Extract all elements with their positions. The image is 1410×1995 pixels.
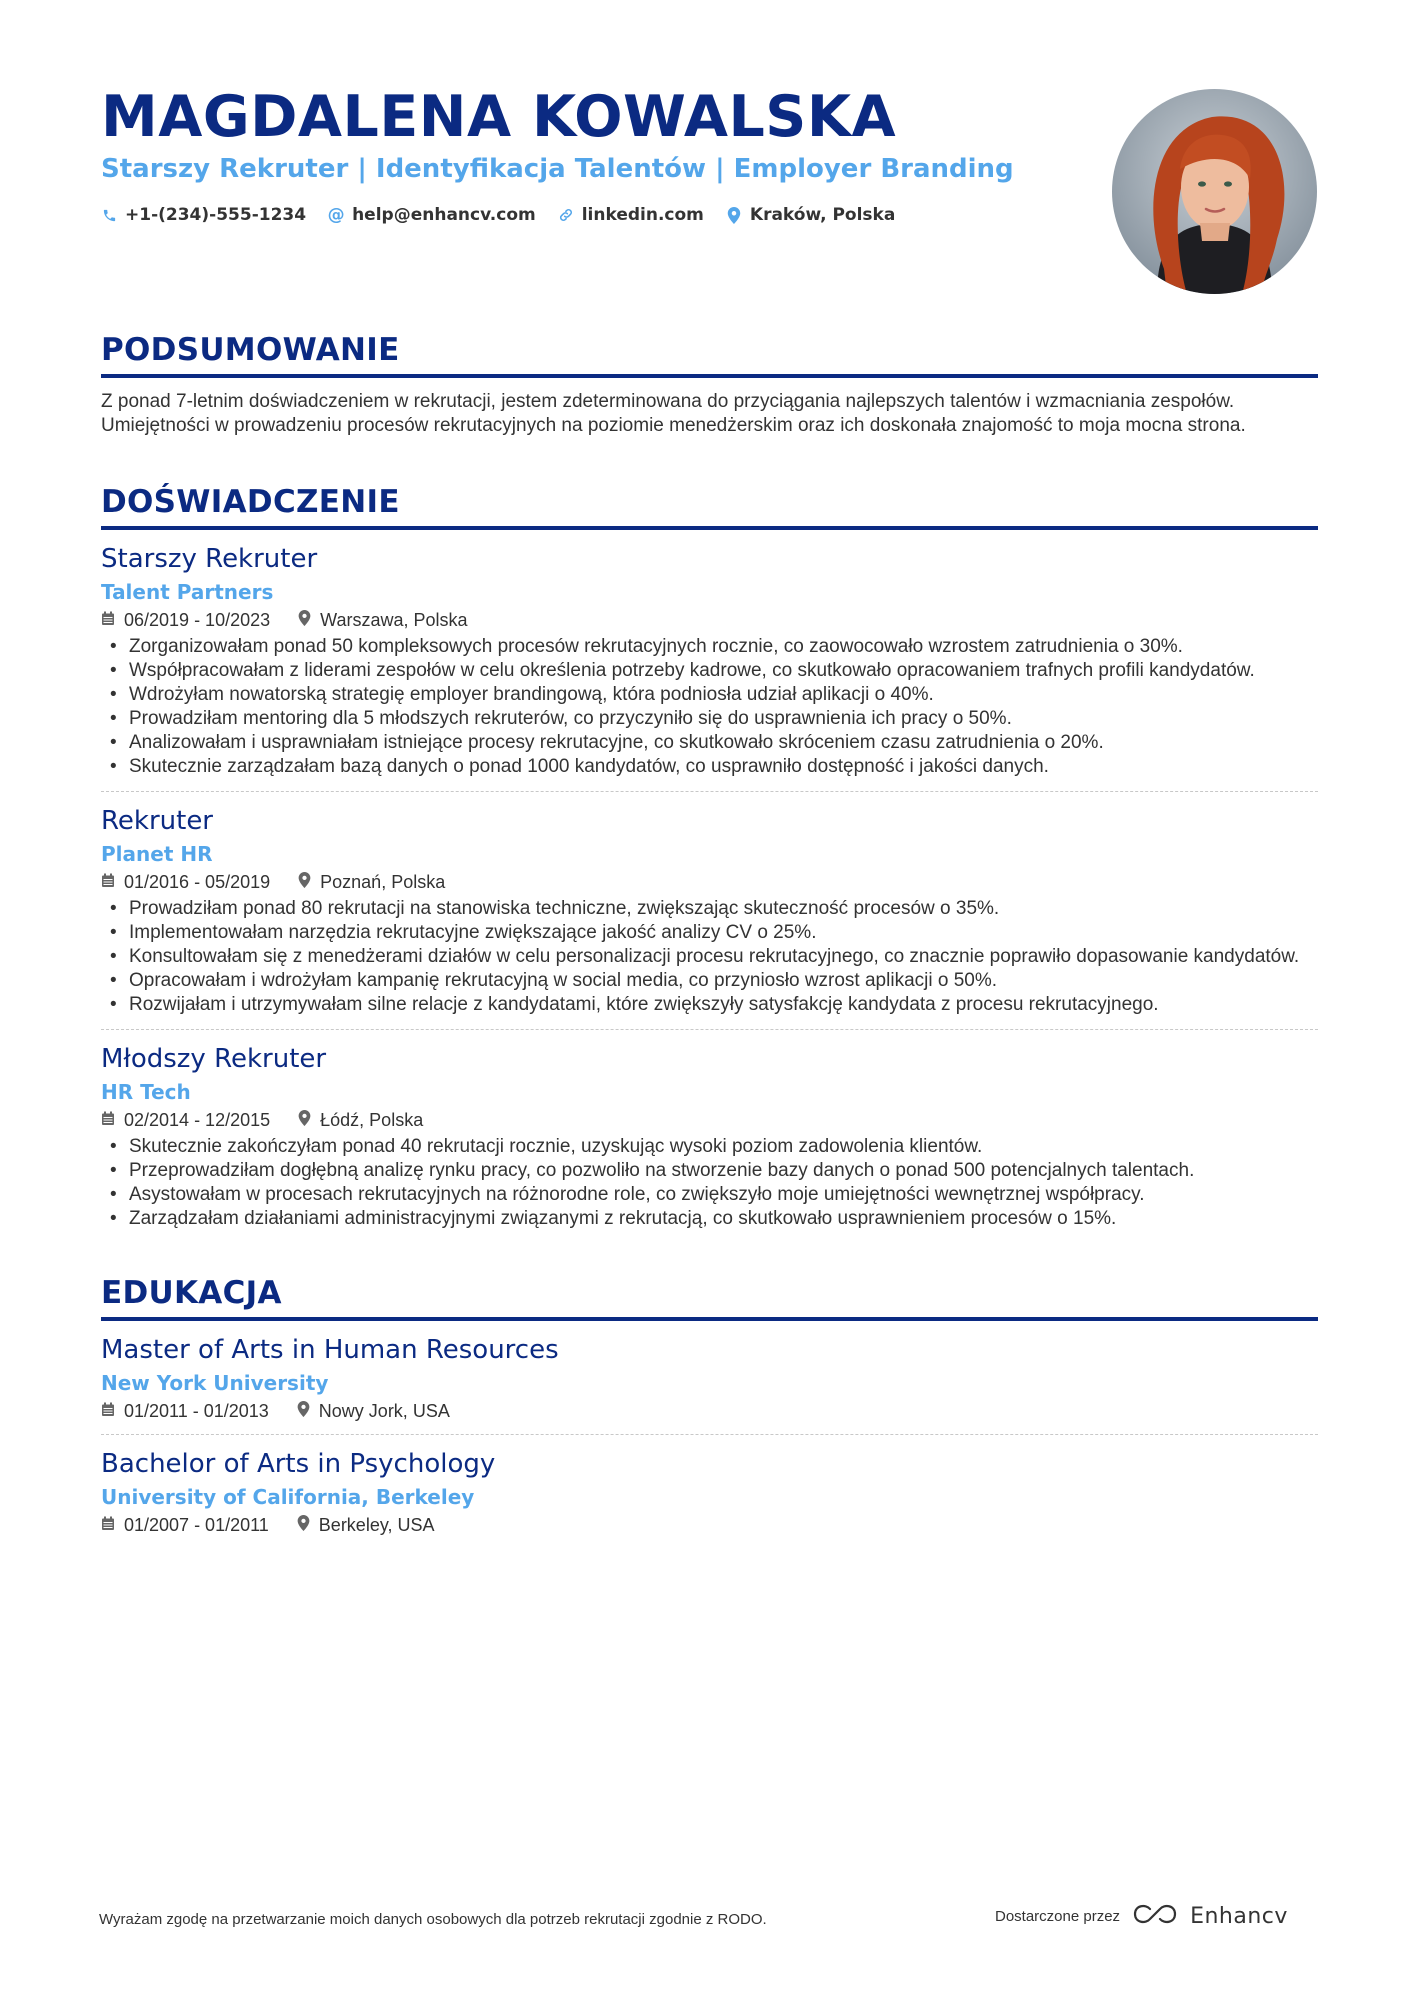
profile-photo xyxy=(1112,89,1317,294)
location-icon xyxy=(726,207,742,223)
list-item: • Rozwijałam i utrzymywałam silne relacje z kandydatami, które zwiększyły satysfakcję kandydata z procesu rekrutacyjnego. xyxy=(101,993,1318,1017)
job-dates: 01/2016 - 05/2019 xyxy=(101,872,270,893)
education-entry xyxy=(101,1449,1318,1536)
calendar-icon xyxy=(101,872,115,893)
education-location: Nowy Jork, USA xyxy=(297,1401,450,1422)
list-item: • Współpracowałam z liderami zespołów w celu określenia potrzeby kadrowe, co skutkowało opracowaniem trafnych profili kandydatów. xyxy=(101,659,1318,683)
job-title: Starszy Rekruter xyxy=(101,544,318,574)
list-item: • Zarządzałam działaniami administracyjnymi związanymi z rekrutacją, co skutkowało usprawnieniem procesów o 15%. xyxy=(101,1207,1318,1231)
contact-list xyxy=(101,205,895,225)
achievements-list xyxy=(101,1135,1318,1231)
location-icon xyxy=(297,1401,310,1422)
summary-section xyxy=(101,332,1318,438)
list-item: • Konsultowałam się z menedżerami działów w celu personalizacji procesu rekrutacyjnego, co znacznie poprawiło dopasowanie kandydatów. xyxy=(101,945,1318,969)
education-location: Berkeley, USA xyxy=(297,1515,435,1536)
job-meta xyxy=(101,610,1318,631)
job-location: Poznań, Polska xyxy=(298,872,445,893)
job-location: Łódź, Polska xyxy=(298,1110,423,1131)
section-divider xyxy=(101,526,1318,530)
achievements-list xyxy=(101,635,1318,779)
list-item: • Prowadziłam mentoring dla 5 młodszych rekruterów, co przyczyniło się do usprawnienia ich pracy o 50%. xyxy=(101,707,1318,731)
contact-location-text: Kraków, Polska xyxy=(749,205,896,225)
contact-location xyxy=(726,205,895,225)
education-dates: 01/2011 - 01/2013 xyxy=(101,1401,269,1422)
gdpr-consent: Wyrażam zgodę na przetwarzanie moich danych osobowych dla potrzeb rekrutacji zgodnie z RODO. xyxy=(99,1911,767,1928)
contact-phone[interactable] xyxy=(101,205,306,225)
at-icon: @ xyxy=(327,205,345,225)
school-name: New York University xyxy=(101,1371,329,1395)
resume-header xyxy=(101,0,1318,320)
location-icon xyxy=(297,1515,310,1536)
job-title: Młodszy Rekruter xyxy=(101,1044,327,1074)
job-location: Warszawa, Polska xyxy=(298,610,467,631)
candidate-name: MAGDALENA KOWALSKA xyxy=(101,84,897,150)
contact-email-text: help@enhancv.com xyxy=(352,205,536,225)
education-entry xyxy=(101,1335,1318,1422)
degree-title: Bachelor of Arts in Psychology xyxy=(101,1449,496,1479)
link-icon xyxy=(558,207,574,223)
entry-divider xyxy=(101,791,1318,792)
summary-text: Z ponad 7-letnim doświadczeniem w rekrutacji, jestem zdeterminowana do przyciągania najlepszych talentów i wzmacniania zespołów. Umiejętności w prowadzeniu procesów rekrutacyjnych na poziomie menedżerskim oraz ich doskonała znajomość to moja mocna strona. xyxy=(101,391,1246,436)
calendar-icon xyxy=(101,1515,115,1536)
contact-email[interactable] xyxy=(328,205,536,225)
achievements-list xyxy=(101,897,1318,1017)
list-item: • Przeprowadziłam dogłębną analizę rynku pracy, co pozwoliło na stworzenie bazy danych o ponad 500 potencjalnych talentach. xyxy=(101,1159,1318,1183)
job-title: Rekruter xyxy=(101,806,213,836)
education-section xyxy=(101,1275,1318,1536)
job-dates: 02/2014 - 12/2015 xyxy=(101,1110,270,1131)
contact-phone-text: +1-(234)-555-1234 xyxy=(125,205,307,225)
contact-linkedin[interactable] xyxy=(558,205,704,225)
phone-icon xyxy=(101,207,117,223)
section-divider xyxy=(101,374,1318,378)
enhancv-logo-icon xyxy=(1132,1903,1178,1930)
location-icon xyxy=(298,872,311,893)
entry-divider xyxy=(101,1434,1318,1435)
summary-heading: PODSUMOWANIE xyxy=(101,332,400,368)
education-meta xyxy=(101,1401,1318,1422)
calendar-icon xyxy=(101,610,115,631)
list-item: • Asystowałam w procesach rekrutacyjnych na różnorodne role, co zwiększyło moje umiejętności wewnętrznej współpracy. xyxy=(101,1183,1318,1207)
experience-entry xyxy=(101,1044,1318,1231)
education-heading: EDUKACJA xyxy=(101,1275,282,1311)
education-dates: 01/2007 - 01/2011 xyxy=(101,1515,269,1536)
list-item: • Skutecznie zarządzałam bazą danych o ponad 1000 kandydatów, co usprawniło dostępność i jakości danych. xyxy=(101,755,1318,779)
list-item: • Implementowałam narzędzia rekrutacyjne zwiększające jakość analizy CV o 25%. xyxy=(101,921,1318,945)
candidate-title: Starszy Rekruter | Identyfikacja Talentów | Employer Branding xyxy=(101,154,1014,184)
powered-by-label: Dostarczone przez xyxy=(995,1908,1121,1925)
location-icon xyxy=(298,610,311,631)
education-meta xyxy=(101,1515,1318,1536)
list-item: • Analizowałam i usprawniałam istniejące procesy rekrutacyjne, co skutkowało skróceniem czasu zatrudnienia o 20%. xyxy=(101,731,1318,755)
experience-section xyxy=(101,484,1318,1231)
list-item: • Skutecznie zakończyłam ponad 40 rekrutacji rocznie, uzyskując wysoki poziom zadowolenia klientów. xyxy=(101,1135,1318,1159)
experience-entry xyxy=(101,806,1318,1017)
company-name: Planet HR xyxy=(101,842,213,866)
powered-by[interactable] xyxy=(995,1903,1288,1930)
job-meta xyxy=(101,872,1318,893)
company-name: HR Tech xyxy=(101,1080,191,1104)
job-meta xyxy=(101,1110,1318,1131)
entry-divider xyxy=(101,1029,1318,1030)
contact-linkedin-text: linkedin.com xyxy=(581,205,704,225)
calendar-icon xyxy=(101,1401,115,1422)
calendar-icon xyxy=(101,1110,115,1131)
company-name: Talent Partners xyxy=(101,580,274,604)
resume-page xyxy=(101,0,1318,1536)
section-divider xyxy=(101,1317,1318,1321)
location-icon xyxy=(298,1110,311,1131)
degree-title: Master of Arts in Human Resources xyxy=(101,1335,559,1365)
school-name: University of California, Berkeley xyxy=(101,1485,475,1509)
experience-entry xyxy=(101,544,1318,779)
list-item: • Wdrożyłam nowatorską strategię employer brandingową, która podniosła udział aplikacji o 40%. xyxy=(101,683,1318,707)
job-dates: 06/2019 - 10/2023 xyxy=(101,610,270,631)
brand-name: Enhancv xyxy=(1190,1904,1288,1929)
experience-heading: DOŚWIADCZENIE xyxy=(101,484,400,520)
list-item: • Opracowałam i wdrożyłam kampanię rekrutacyjną w social media, co przyniosło wzrost aplikacji o 50%. xyxy=(101,969,1318,993)
list-item: • Prowadziłam ponad 80 rekrutacji na stanowiska techniczne, zwiększając skuteczność procesów o 35%. xyxy=(101,897,1318,921)
list-item: • Zorganizowałam ponad 50 kompleksowych procesów rekrutacyjnych rocznie, co zaowocowało wzrostem zatrudnienia o 30%. xyxy=(101,635,1318,659)
